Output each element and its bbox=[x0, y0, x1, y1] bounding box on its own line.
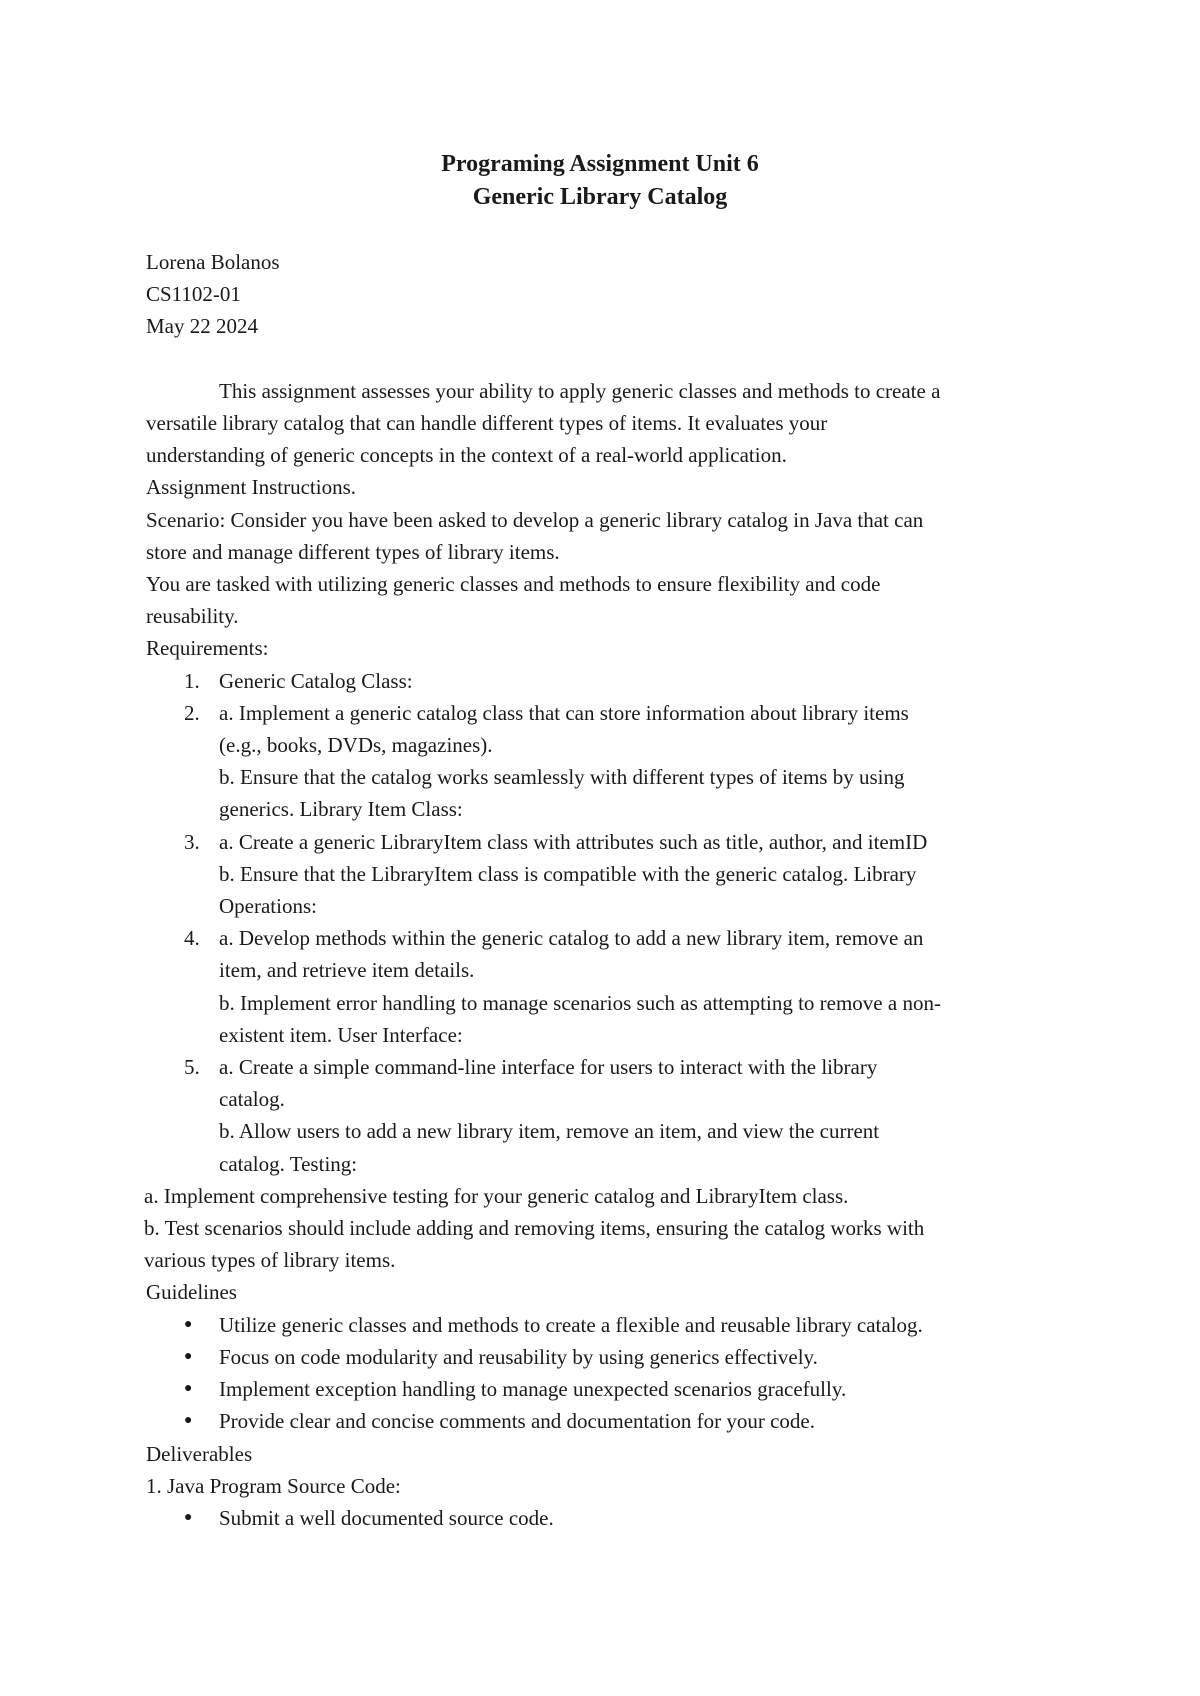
guideline-item bbox=[146, 1341, 1066, 1373]
guideline-text: Focus on code modularity and reusability by using generics effectively. bbox=[219, 1344, 818, 1369]
requirements-heading: Requirements: bbox=[146, 636, 269, 661]
list-number: 1. bbox=[184, 668, 200, 693]
requirement-text: Generic Catalog Class: bbox=[219, 668, 413, 693]
guideline-item bbox=[146, 1309, 1066, 1341]
requirement-text: a. Implement a generic catalog class that can store information about library items bbox=[219, 700, 909, 725]
requirement-text: a. Develop methods within the generic catalog to add a new library item, remove an bbox=[219, 926, 924, 951]
document-date: May 22 2024 bbox=[146, 314, 258, 339]
requirement-text: a. Create a generic LibraryItem class with attributes such as title, author, and itemID bbox=[219, 829, 928, 854]
deliverable-item: 1. Java Program Source Code: bbox=[146, 1473, 401, 1498]
requirement-text: b. Allow users to add a new library item, remove an item, and view the current bbox=[219, 1119, 880, 1144]
requirement-text: b. Ensure that the LibraryItem class is compatible with the generic catalog. Library bbox=[219, 861, 917, 886]
bullet-icon: ● bbox=[184, 1509, 193, 1525]
guidelines-heading: Guidelines bbox=[146, 1280, 237, 1305]
course-code: CS1102-01 bbox=[146, 282, 241, 307]
intro-line: understanding of generic concepts in the context of a real-world application. bbox=[146, 443, 787, 468]
author-name: Lorena Bolanos bbox=[146, 250, 280, 274]
requirement-item bbox=[146, 922, 1066, 954]
deliverable-text: Submit a well documented source code. bbox=[219, 1505, 554, 1530]
intro-line: versatile library catalog that can handle different types of items. It evaluates your bbox=[146, 411, 828, 435]
testing-line: b. Test scenarios should include adding and removing items, ensuring the catalog works with bbox=[144, 1216, 925, 1241]
bullet-icon: ● bbox=[184, 1348, 193, 1364]
requirement-item bbox=[146, 665, 1066, 697]
requirement-item bbox=[146, 1051, 1066, 1083]
scenario-line: Scenario: Consider you have been asked to develop a generic library catalog in Java that can bbox=[146, 507, 924, 532]
deliverable-subitem bbox=[146, 1502, 1066, 1534]
document-title: Programing Assignment Unit 6 bbox=[441, 151, 759, 177]
requirement-item bbox=[146, 826, 1066, 858]
requirement-text: b. Implement error handling to manage scenarios such as attempting to remove a non- bbox=[219, 990, 941, 1015]
requirement-text: catalog. Testing: bbox=[219, 1151, 358, 1176]
requirement-item bbox=[146, 697, 1066, 729]
testing-line: various types of library items. bbox=[144, 1248, 396, 1273]
guideline-text: Implement exception handling to manage unexpected scenarios gracefully. bbox=[219, 1377, 847, 1402]
requirement-text: existent item. User Interface: bbox=[219, 1022, 463, 1047]
task-line: reusability. bbox=[146, 604, 239, 629]
requirement-text: generics. Library Item Class: bbox=[219, 797, 463, 822]
guideline-text: Provide clear and concise comments and documentation for your code. bbox=[219, 1409, 815, 1434]
spacer bbox=[146, 343, 1066, 375]
list-number: 5. bbox=[184, 1055, 200, 1080]
requirement-text: a. Create a simple command-line interface for users to interact with the library bbox=[219, 1055, 878, 1080]
guideline-text: Utilize generic classes and methods to create a flexible and reusable library catalog. bbox=[219, 1312, 923, 1337]
scenario-line: store and manage different types of library items. bbox=[146, 539, 560, 564]
task-line: You are tasked with utilizing generic classes and methods to ensure flexibility and code bbox=[146, 572, 881, 597]
document-body bbox=[146, 246, 1066, 1534]
requirement-text: b. Ensure that the catalog works seamlessly with different types of items by using bbox=[219, 765, 905, 790]
list-number: 3. bbox=[184, 829, 200, 854]
list-number: 4. bbox=[184, 926, 200, 951]
deliverables-heading: Deliverables bbox=[146, 1441, 253, 1466]
guideline-item bbox=[146, 1405, 1066, 1437]
requirement-text: item, and retrieve item details. bbox=[219, 958, 475, 983]
requirement-text: catalog. bbox=[219, 1087, 285, 1112]
instructions-heading: Assignment Instructions. bbox=[146, 475, 356, 500]
testing-line: a. Implement comprehensive testing for your generic catalog and LibraryItem class. bbox=[144, 1183, 849, 1208]
requirement-text: Operations: bbox=[219, 894, 317, 919]
list-number: 2. bbox=[184, 700, 200, 725]
bullet-icon: ● bbox=[184, 1316, 193, 1332]
requirement-text: (e.g., books, DVDs, magazines). bbox=[219, 733, 493, 758]
intro-line: This assignment assesses your ability to apply generic classes and methods to create a bbox=[219, 378, 941, 403]
document-subtitle: Generic Library Catalog bbox=[472, 184, 728, 210]
bullet-icon: ● bbox=[184, 1413, 193, 1429]
guideline-item bbox=[146, 1373, 1066, 1405]
bullet-icon: ● bbox=[184, 1381, 193, 1397]
